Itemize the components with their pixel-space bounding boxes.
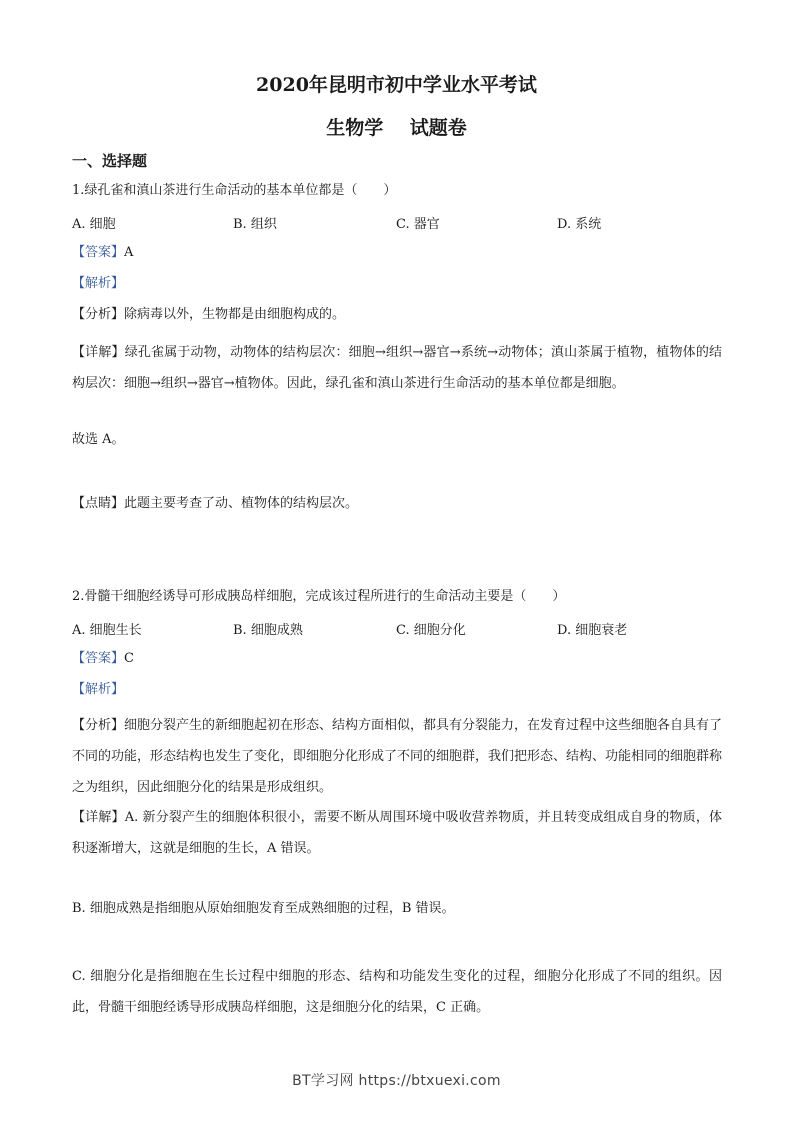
question-2-analysis-tag: 【解析】: [72, 682, 125, 697]
question-2-answer: [72, 649, 134, 668]
question-1-option-c: C. 器官: [396, 217, 440, 232]
page-title: 2020年昆明市初中学业水平考试: [256, 74, 537, 96]
question-2-xiangjie: 【详解】A. 新分裂产生的细胞体积很小，需要不断从周围环境中吸收营养物质，并且转变成组成自身的物质，体积逐渐增大，这就是细胞的生长，A 错误。: [72, 810, 722, 856]
section-heading: 一、选择题: [72, 152, 148, 170]
answer-value: C: [124, 651, 134, 666]
question-1-fenxi: 【分析】除病毒以外，生物都是由细胞构成的。: [72, 307, 346, 322]
question-2-stem: 2.骨髓干细胞经诱导可形成胰岛样细胞，完成该过程所进行的生命活动主要是（ ）: [72, 589, 566, 604]
question-2-option-a: A. 细胞生长: [72, 623, 142, 638]
question-2-fenxi: 【分析】细胞分裂产生的新细胞起初在形态、结构方面相似，都具有分裂能力，在发育过程中这些细胞各自具有了不同的功能，形态结构也发生了变化，即细胞分化形成了不同的细胞群，我们把形态、结构、功能相同的细胞群称之为组织，因此细胞分化的结果是形成组织。: [72, 718, 723, 795]
question-1-option-a: A. 细胞: [72, 217, 116, 232]
question-1-stem: 1.绿孔雀和滇山茶进行生命活动的基本单位都是（ ）: [72, 183, 397, 198]
page-footer: BT学习网 https://btxuexi.com: [292, 1073, 501, 1089]
question-1-option-b: B. 组织: [233, 217, 277, 232]
question-1-analysis-tag: 【解析】: [72, 276, 125, 291]
answer-value: A: [124, 245, 134, 260]
question-1-answer: [72, 243, 133, 262]
question-1-conclusion: 故选 A。: [72, 432, 125, 447]
question-1-option-d: D. 系统: [557, 217, 602, 232]
question-2-option-b: B. 细胞成熟: [233, 623, 303, 638]
answer-tag: 【答案】: [72, 245, 125, 260]
question-2-option-d: D. 细胞衰老: [557, 623, 628, 638]
question-2-option-c: C. 细胞分化: [396, 623, 466, 638]
answer-tag: 【答案】: [72, 651, 125, 666]
question-1-dianjing: 【点睛】此题主要考查了动、植物体的结构层次。: [72, 496, 359, 511]
question-1-xiangjie: 【详解】绿孔雀属于动物，动物体的结构层次：细胞→组织→器官→系统→动物体；滇山茶属于植物，植物体的结构层次：细胞→组织→器官→植物体。因此，绿孔雀和滇山茶进行生命活动的基本单位都是细胞。: [72, 345, 722, 391]
question-2-option-b-explanation: B. 细胞成熟是指细胞从原始细胞发育至成熟细胞的过程，B 错误。: [72, 901, 455, 916]
question-2-option-c-explanation: C. 细胞分化是指细胞在生长过程中细胞的形态、结构和功能发生变化的过程，细胞分化形成了不同的组织。因此，骨髓干细胞经诱导形成胰岛样细胞，这是细胞分化的结果，C 正确。: [72, 969, 722, 1015]
page-subtitle: 生物学 试题卷: [326, 117, 467, 139]
